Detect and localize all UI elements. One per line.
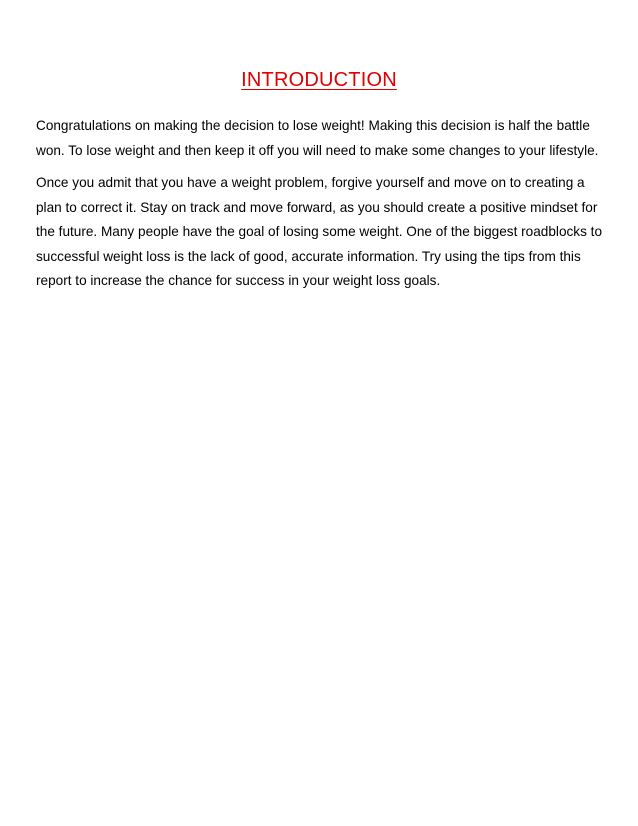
page-title: INTRODUCTION: [241, 69, 397, 91]
paragraph-intro: Congratulations on making the decision to lose weight! Making this decision is half the battle won. To lose weight and then keep it off you will need to make some changes to your lifestyle.: [36, 118, 599, 158]
paragraph-mindset: Once you admit that you have a weight problem, forgive yourself and move on to creating a plan to correct it. Stay on track and move forward, as you should create a positive mindset for the future. Many people have the goal of losing some weight. One of the biggest roadblocks to successful weight loss is the lack of good, accurate information. Try using the tips from this report to increase the chance for success in your weight loss goals.: [36, 175, 603, 288]
document-body: [36, 114, 602, 302]
